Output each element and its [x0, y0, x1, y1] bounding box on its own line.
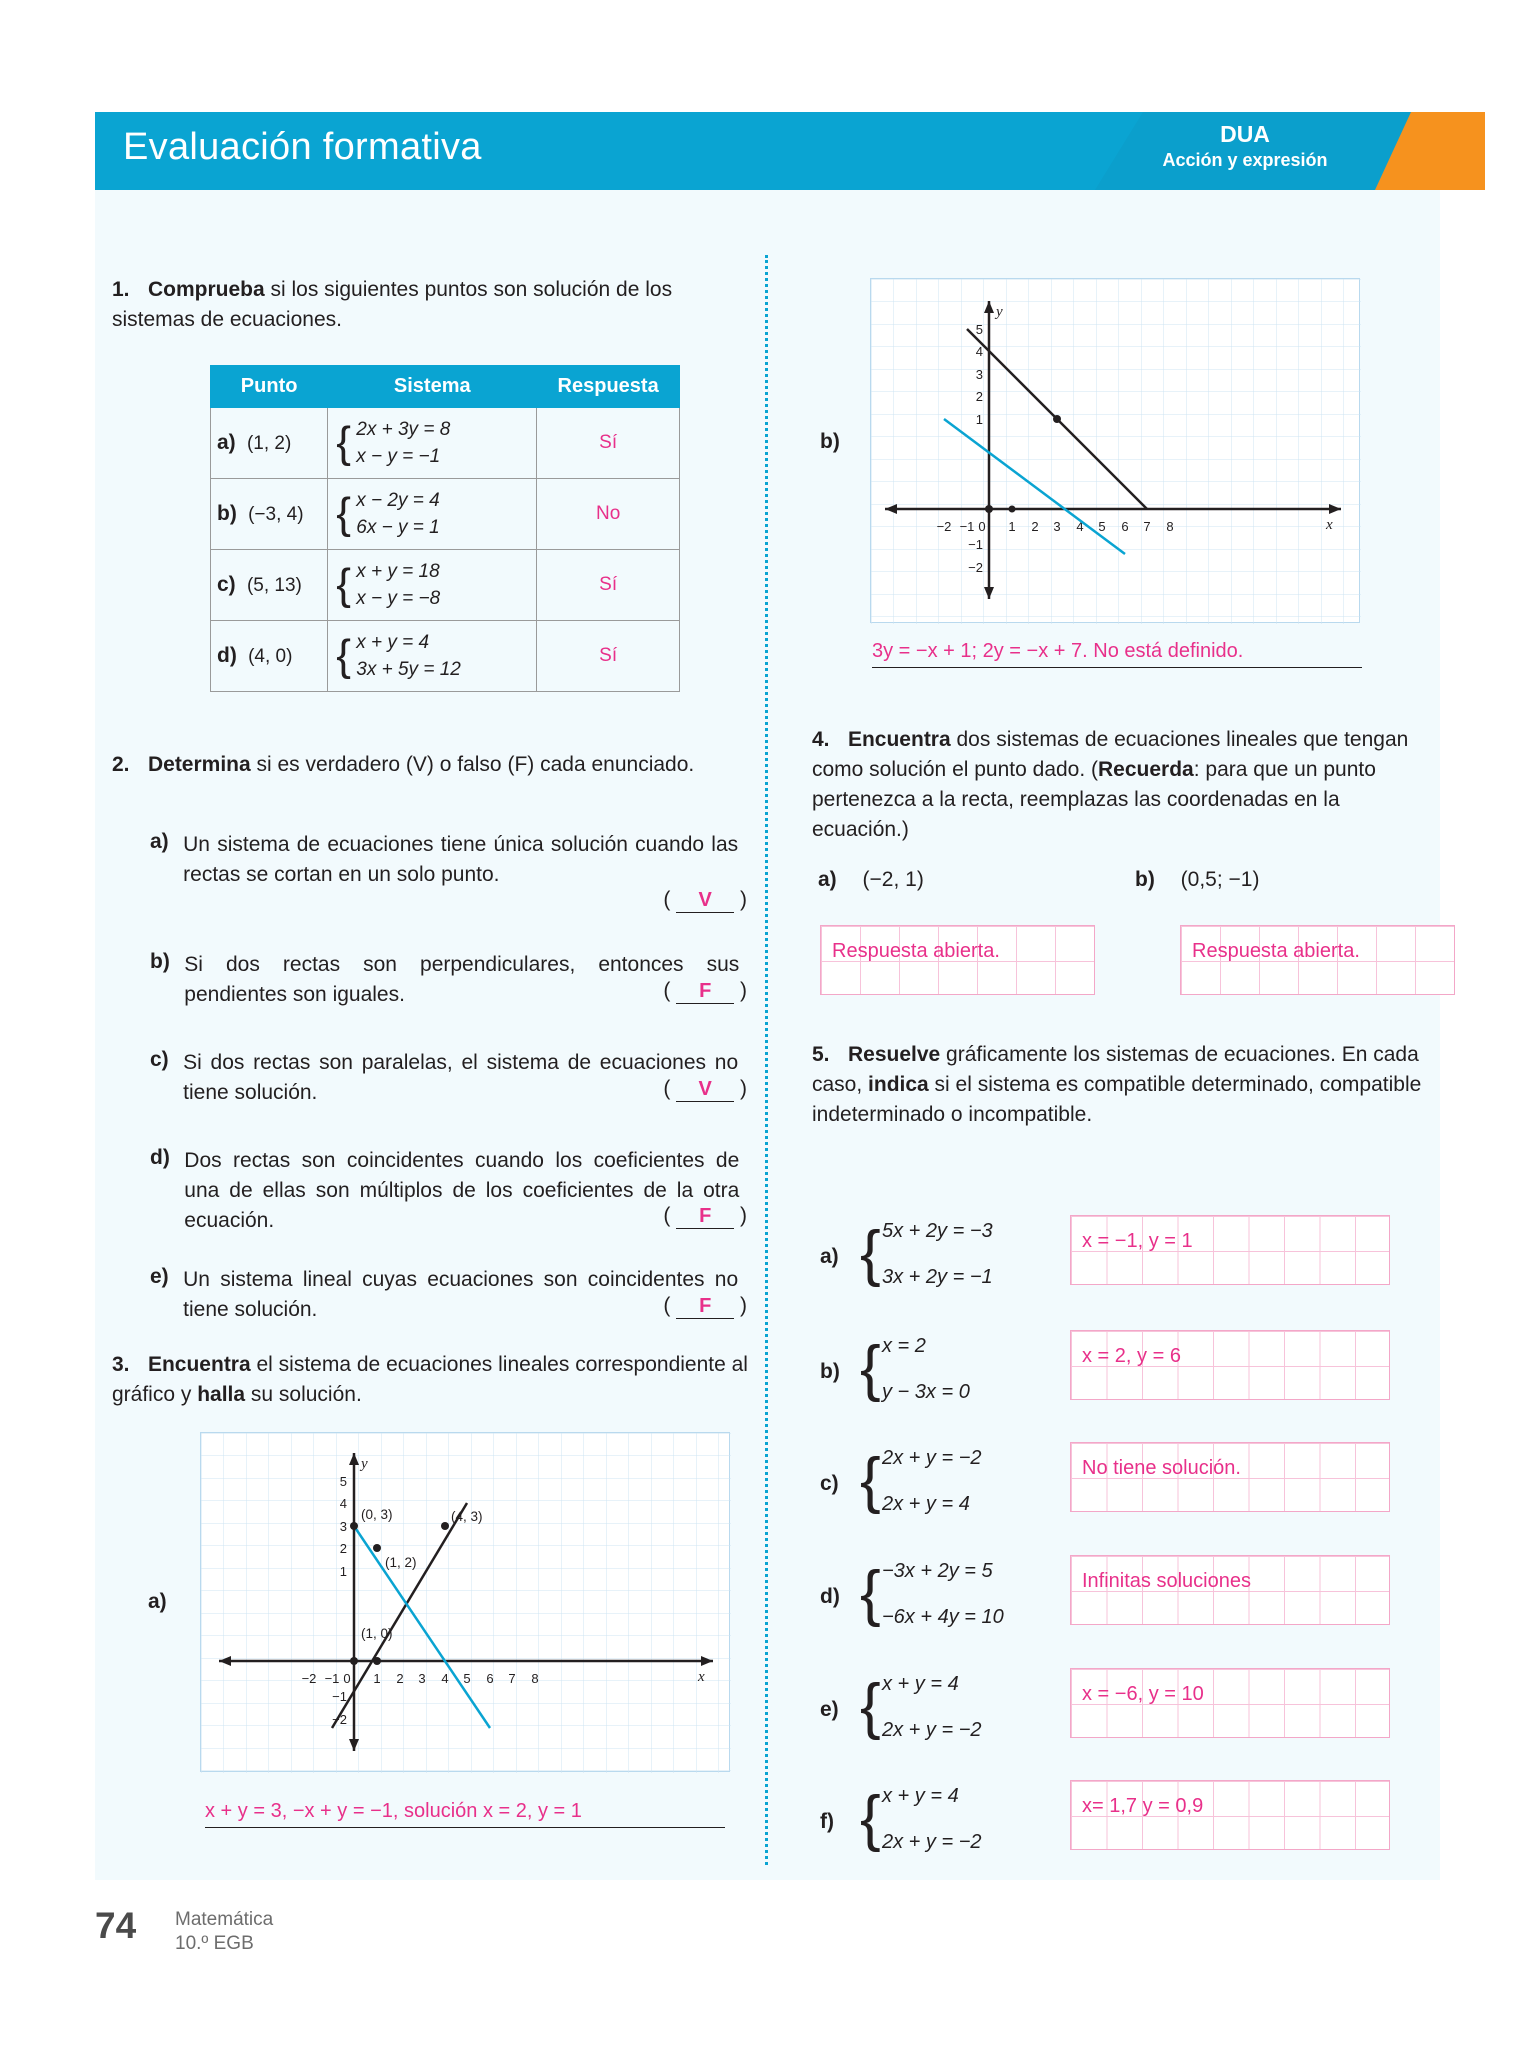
- q5d-letter: d): [820, 1585, 840, 1608]
- svg-text:2: 2: [975, 389, 983, 404]
- row-eq1: x − 2y = 4: [356, 490, 440, 511]
- q2-verb: Determina: [147, 753, 251, 776]
- item-letter: a): [818, 868, 837, 891]
- cell-respuesta[interactable]: Sí: [537, 621, 680, 692]
- svg-text:6: 6: [486, 1671, 494, 1686]
- table-header-row: [211, 366, 680, 408]
- row-letter: b): [217, 502, 237, 525]
- item-text: Dos rectas son coincidentes cuando los coeficientes de una de ellas son múltiplos de los coeficientes de la otra ecuación.: [184, 1149, 740, 1232]
- q5-text2: si el sistema es compatible determinado, compatible indeterminado o incompatible.: [812, 1073, 1422, 1126]
- q5c-answer[interactable]: No tiene solución.: [1082, 1457, 1241, 1479]
- svg-text:y: y: [996, 304, 1003, 320]
- row-eq1: 2x + 3y = 8: [356, 419, 451, 440]
- answer-blank[interactable]: V: [676, 889, 734, 913]
- q5d-eq2: −6x + 4y = 10: [882, 1606, 1004, 1628]
- q3b-item-letter: b): [820, 430, 840, 453]
- row-eq2: 3x + 5y = 12: [356, 659, 461, 680]
- svg-text:0: 0: [343, 1671, 351, 1686]
- cell-punto: [211, 408, 328, 479]
- item-answer-wrap: ( F ): [663, 979, 747, 1002]
- q5a-system: { 5x + 2y = −3 3x + 2y = −1: [858, 1208, 1048, 1300]
- question-3: [112, 1350, 752, 1410]
- q2-item-e: [150, 1265, 755, 1325]
- item-letter: a): [150, 830, 169, 853]
- q5-number: 5.: [812, 1043, 830, 1066]
- q4-answer-a[interactable]: Respuesta abierta.: [832, 940, 1000, 962]
- answer-blank[interactable]: F: [676, 1205, 734, 1229]
- q3-answer[interactable]: x + y = 3, −x + y = −1, solución x = 2, y = 1: [205, 1800, 725, 1828]
- q4-text1: dos sistemas de ecuaciones lineales que tengan como solución el punto dado. (: [812, 728, 1409, 781]
- svg-text:−2: −2: [968, 560, 983, 575]
- cell-punto: [211, 621, 328, 692]
- svg-text:−1: −1: [959, 519, 975, 534]
- item-point: (0,5; −1): [1180, 868, 1260, 891]
- item-text: Si dos rectas son perpendiculares, entonces sus pendientes son iguales.: [184, 953, 740, 1006]
- q5e-letter: e): [820, 1698, 839, 1721]
- row-point: (1, 2): [246, 433, 292, 454]
- answer-blank[interactable]: V: [676, 1078, 734, 1102]
- q5c-eq1: 2x + y = −2: [882, 1447, 982, 1469]
- q5a-eq1: 5x + 2y = −3: [882, 1220, 993, 1242]
- dua-subtitle: Acción y expresión: [1162, 150, 1328, 170]
- q5e-system: { x + y = 4 2x + y = −2: [858, 1661, 1048, 1753]
- q3-graph-svg: [201, 1433, 731, 1773]
- svg-text:5: 5: [463, 1671, 471, 1686]
- q5c-eq2: 2x + y = 4: [882, 1493, 970, 1515]
- svg-text:y: y: [361, 1456, 368, 1472]
- q3-item-letter: a): [148, 1590, 167, 1613]
- q5d-system: { −3x + 2y = 5 −6x + 4y = 10: [858, 1548, 1053, 1640]
- q5b-eq1: x = 2: [882, 1335, 926, 1357]
- item-text: Si dos rectas son paralelas, el sistema de ecuaciones no tiene solución.: [183, 1051, 739, 1104]
- answer-blank[interactable]: F: [676, 1295, 734, 1319]
- svg-text:4: 4: [441, 1671, 449, 1686]
- q5b-answer[interactable]: x = 2, y = 6: [1082, 1345, 1181, 1367]
- row-eq1: x + y = 4: [356, 632, 430, 653]
- row-letter: c): [217, 573, 236, 596]
- q2-item-c: [150, 1048, 755, 1108]
- item-text: Un sistema de ecuaciones tiene única solución cuando las rectas se cortan en un solo punto.: [183, 833, 739, 886]
- page-header: [95, 112, 1440, 190]
- q3b-graph: [870, 278, 1360, 623]
- footer-grade: 10.º EGB: [175, 1933, 254, 1954]
- question-5: [812, 1040, 1452, 1130]
- q4-item-a: [818, 868, 924, 892]
- q5b-eq2: y − 3x = 0: [882, 1381, 970, 1403]
- svg-text:7: 7: [508, 1671, 516, 1686]
- svg-text:2: 2: [339, 1541, 347, 1556]
- q5a-answer[interactable]: x = −1, y = 1: [1082, 1230, 1193, 1252]
- q1-verb: Comprueba: [147, 278, 265, 301]
- q2-number: 2.: [112, 753, 130, 776]
- svg-text:−1: −1: [324, 1671, 340, 1686]
- svg-text:−2: −2: [301, 1671, 317, 1686]
- q1-number: 1.: [112, 278, 130, 301]
- svg-text:(0, 3): (0, 3): [361, 1507, 393, 1522]
- svg-text:1: 1: [1008, 519, 1016, 534]
- row-eq2: x − y = −1: [356, 446, 441, 467]
- q5e-answer[interactable]: x = −6, y = 10: [1082, 1683, 1204, 1705]
- svg-text:x: x: [698, 1669, 705, 1685]
- svg-text:(1, 2): (1, 2): [385, 1555, 417, 1570]
- q3-verb: Encuentra: [147, 1353, 251, 1376]
- th-sistema: Sistema: [328, 366, 537, 408]
- dua-title: DUA: [1220, 121, 1270, 147]
- svg-text:x: x: [1326, 517, 1333, 533]
- q1-text: si los siguientes puntos son solución de los sistemas de ecuaciones.: [112, 278, 673, 331]
- svg-text:5: 5: [975, 322, 983, 337]
- question-4: [812, 725, 1442, 845]
- svg-text:−1: −1: [968, 537, 983, 552]
- q5f-eq1: x + y = 4: [882, 1785, 959, 1807]
- q5e-eq2: 2x + y = −2: [882, 1719, 982, 1741]
- q5d-eq1: −3x + 2y = 5: [882, 1560, 993, 1582]
- q3-text2: su solución.: [245, 1383, 362, 1406]
- q3-strong: halla: [197, 1383, 246, 1406]
- q3-text1: el sistema de ecuaciones lineales correspondiente al gráfico y: [112, 1353, 748, 1406]
- item-letter: d): [150, 1146, 170, 1169]
- q2-item-d: [150, 1146, 755, 1236]
- q5c-letter: c): [820, 1472, 839, 1495]
- svg-text:7: 7: [1143, 519, 1151, 534]
- item-answer-wrap: ( F ): [663, 1294, 747, 1317]
- table-row: [211, 550, 680, 621]
- q4-answer-b[interactable]: Respuesta abierta.: [1192, 940, 1360, 962]
- table-row: [211, 621, 680, 692]
- svg-text:−1: −1: [332, 1689, 347, 1704]
- item-answer-wrap: ( V ): [663, 1077, 747, 1100]
- row-letter: a): [217, 431, 236, 454]
- q2-item-b: [150, 950, 755, 1010]
- svg-text:4: 4: [339, 1496, 347, 1511]
- item-letter: e): [150, 1265, 169, 1288]
- row-eq2: x − y = −8: [356, 588, 441, 609]
- th-respuesta: Respuesta: [537, 366, 680, 408]
- svg-text:4: 4: [975, 344, 983, 359]
- q5b-letter: b): [820, 1360, 840, 1383]
- footer-info: [175, 1908, 273, 1956]
- q1-table: [210, 365, 680, 692]
- q3b-answer[interactable]: 3y = −x + 1; 2y = −x + 7. No está definido.: [872, 640, 1362, 668]
- page-title: Evaluación formativa: [123, 126, 482, 168]
- q5b-system: { x = 2 y − 3x = 0: [858, 1323, 1048, 1415]
- item-answer-wrap: ( V ): [663, 888, 747, 911]
- svg-text:6: 6: [1121, 519, 1129, 534]
- q5d-answer[interactable]: Infinitas soluciones: [1082, 1570, 1251, 1592]
- svg-text:3: 3: [418, 1671, 426, 1686]
- th-punto: Punto: [211, 366, 328, 408]
- table-row: [211, 479, 680, 550]
- table-row: [211, 408, 680, 479]
- q4-number: 4.: [812, 728, 830, 751]
- cell-respuesta[interactable]: No: [537, 479, 680, 550]
- answer-blank[interactable]: F: [676, 980, 734, 1004]
- row-letter: d): [217, 644, 237, 667]
- q4-text2: : para que un punto pertenezca a la recta, reemplazas las coordenadas en la ecuación.): [812, 758, 1376, 841]
- item-text: Un sistema lineal cuyas ecuaciones son coincidentes no tiene solución.: [183, 1268, 739, 1321]
- q5-strong: indica: [868, 1073, 929, 1096]
- row-eq2: 6x − y = 1: [356, 517, 440, 538]
- cell-sistema: { x + y = 18 x − y = −8: [328, 550, 537, 621]
- page-number: 74: [95, 1905, 137, 1946]
- cell-sistema: { x + y = 4 3x + 5y = 12: [328, 621, 537, 692]
- svg-text:(1, 0): (1, 0): [361, 1626, 393, 1641]
- cell-sistema: { 2x + 3y = 8 x − y = −1: [328, 408, 537, 479]
- q5a-eq2: 3x + 2y = −1: [882, 1266, 993, 1288]
- row-point: (−3, 4): [248, 504, 304, 525]
- q5f-system: { x + y = 4 2x + y = −2: [858, 1773, 1048, 1865]
- svg-text:8: 8: [1166, 519, 1174, 534]
- svg-text:(4, 3): (4, 3): [451, 1509, 483, 1524]
- q5f-answer[interactable]: x= 1,7 y = 0,9: [1082, 1795, 1204, 1817]
- cell-respuesta[interactable]: Sí: [537, 550, 680, 621]
- cell-punto: [211, 550, 328, 621]
- q5-verb: Resuelve: [847, 1043, 941, 1066]
- svg-text:3: 3: [975, 367, 983, 382]
- column-divider: [765, 255, 768, 1865]
- q2-item-a: [150, 830, 755, 911]
- question-1: [112, 275, 752, 335]
- item-point: (−2, 1): [862, 868, 924, 891]
- q5a-letter: a): [820, 1245, 839, 1268]
- q5f-letter: f): [820, 1810, 834, 1833]
- q2-text: si es verdadero (V) o falso (F) cada enunciado.: [250, 753, 695, 776]
- item-letter: b): [1135, 868, 1155, 891]
- svg-text:1: 1: [975, 412, 983, 427]
- item-letter: c): [150, 1048, 169, 1071]
- svg-text:4: 4: [1076, 519, 1084, 534]
- q3-number: 3.: [112, 1353, 130, 1376]
- q4-verb: Encuentra: [847, 728, 951, 751]
- svg-text:−2: −2: [936, 519, 952, 534]
- svg-text:2: 2: [1031, 519, 1039, 534]
- footer-subject: Matemática: [175, 1909, 274, 1930]
- q5e-eq1: x + y = 4: [882, 1673, 959, 1695]
- svg-text:2: 2: [396, 1671, 404, 1686]
- cell-sistema: { x − 2y = 4 6x − y = 1: [328, 479, 537, 550]
- svg-text:1: 1: [373, 1671, 381, 1686]
- q5c-system: { 2x + y = −2 2x + y = 4: [858, 1435, 1048, 1527]
- svg-text:1: 1: [339, 1564, 347, 1579]
- item-answer-wrap: ( F ): [663, 1204, 747, 1227]
- svg-text:5: 5: [1098, 519, 1106, 534]
- q4-item-b: [1135, 868, 1259, 892]
- q5-text1: gráficamente los sistemas de ecuaciones. En cada caso,: [812, 1043, 1419, 1096]
- dua-block: [1100, 120, 1390, 172]
- svg-text:3: 3: [1053, 519, 1061, 534]
- cell-punto: [211, 479, 328, 550]
- svg-text:−2: −2: [332, 1712, 347, 1727]
- svg-text:3: 3: [339, 1519, 347, 1534]
- row-eq1: x + y = 18: [356, 561, 440, 582]
- q4-strong: Recuerda: [1098, 758, 1194, 781]
- svg-text:5: 5: [339, 1474, 347, 1489]
- q5f-eq2: 2x + y = −2: [882, 1831, 982, 1853]
- svg-text:8: 8: [531, 1671, 539, 1686]
- svg-text:0: 0: [978, 519, 986, 534]
- row-point: (5, 13): [246, 575, 302, 596]
- item-letter: b): [150, 950, 170, 973]
- row-point: (4, 0): [248, 646, 293, 667]
- cell-respuesta[interactable]: Sí: [537, 408, 680, 479]
- q3-graph: [200, 1432, 730, 1772]
- question-2: [112, 750, 752, 780]
- q3b-graph-svg: [871, 279, 1361, 624]
